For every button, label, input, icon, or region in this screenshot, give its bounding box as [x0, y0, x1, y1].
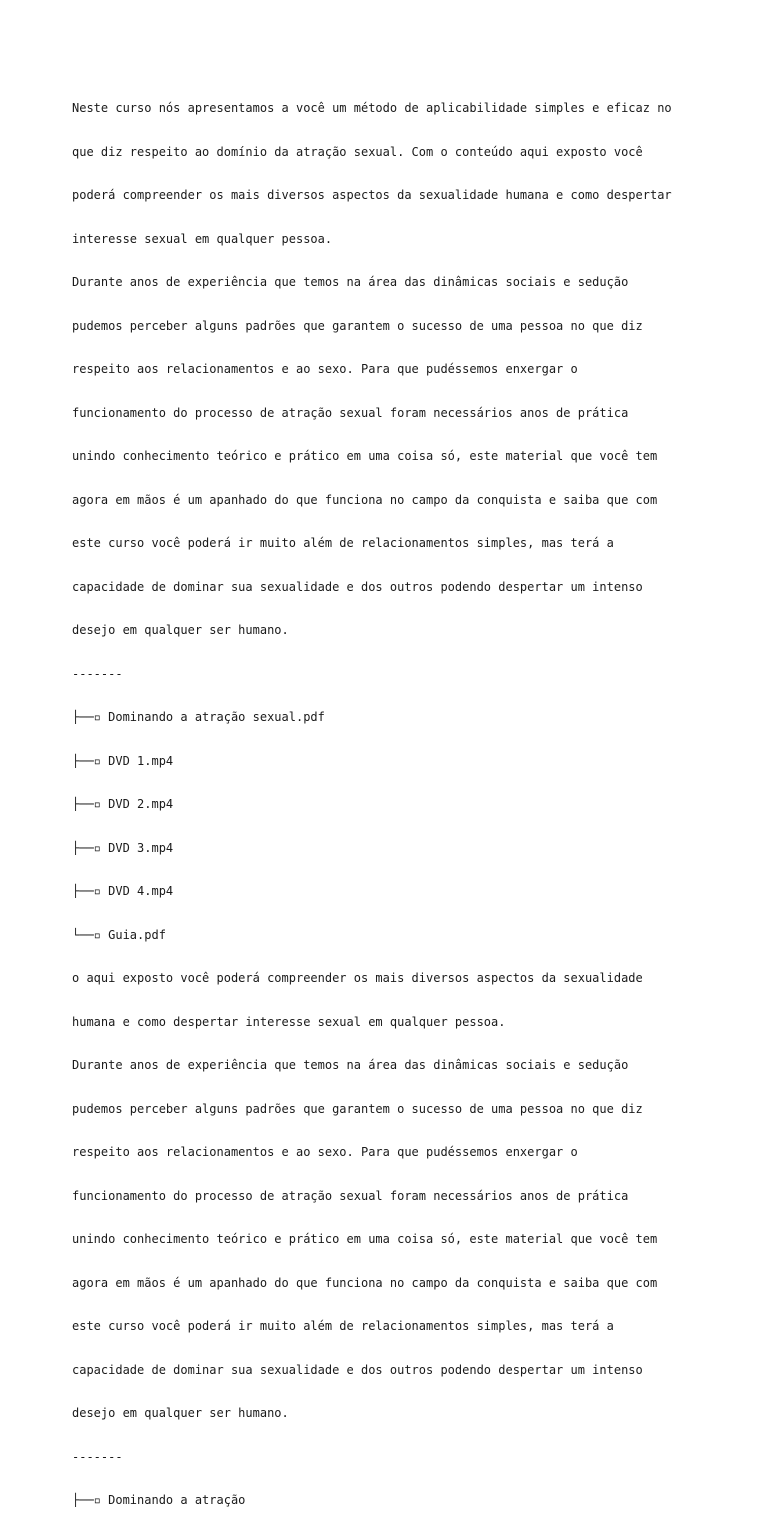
text-line: Neste curso nós apresentamos a você um método de aplicabilidade simples e eficaz no: [72, 101, 672, 115]
text-line: capacidade de dominar sua sexualidade e dos outros podendo despertar um intenso: [72, 1362, 643, 1377]
file-tree-item: ├──▫ Dominando a atração: [72, 1493, 246, 1507]
text-line: capacidade de dominar sua sexualidade e dos outros podendo despertar um intenso: [72, 579, 643, 594]
text-line: pudemos perceber alguns padrões que garantem o sucesso de uma pessoa no que diz: [72, 1101, 643, 1116]
text-line: que diz respeito ao domínio da atração sexual. Com o conteúdo aqui exposto você: [72, 144, 643, 159]
file-tree-item: ├──▫ DVD 1.mp4: [72, 753, 174, 768]
separator-line: -------: [72, 1449, 123, 1464]
text-line: agora em mãos é um apanhado do que funciona no campo da conquista e saiba que com: [72, 1275, 658, 1290]
text-line: respeito aos relacionamentos e ao sexo. Para que pudéssemos enxergar o: [72, 362, 578, 376]
text-line: o aqui exposto você poderá compreender os mais diversos aspectos da sexualidade: [72, 971, 643, 985]
text-line: interesse sexual em qualquer pessoa.: [72, 231, 333, 246]
text-line: agora em mãos é um apanhado do que funciona no campo da conquista e saiba que com: [72, 492, 658, 507]
separator-line: -------: [72, 666, 123, 681]
text-line: respeito aos relacionamentos e ao sexo. Para que pudéssemos enxergar o: [72, 1145, 578, 1159]
text-line: unindo conhecimento teórico e prático em uma coisa só, este material que você tem: [72, 449, 658, 463]
text-line: poderá compreender os mais diversos aspectos da sexualidade humana e como despertar: [72, 188, 672, 202]
text-line: unindo conhecimento teórico e prático em uma coisa só, este material que você tem: [72, 1232, 658, 1246]
text-line: humana e como despertar interesse sexual em qualquer pessoa.: [72, 1014, 506, 1029]
text-line: este curso você poderá ir muito além de relacionamentos simples, mas terá a: [72, 536, 614, 550]
text-line: desejo em qualquer ser humano.: [72, 623, 289, 637]
file-tree-item: └──▫ Guia.pdf: [72, 927, 166, 942]
text-line: Durante anos de experiência que temos na área das dinâmicas sociais e sedução: [72, 275, 629, 289]
text-line: funcionamento do processo de atração sexual foram necessários anos de prática: [72, 1188, 629, 1203]
text-line: pudemos perceber alguns padrões que garantem o sucesso de uma pessoa no que diz: [72, 318, 643, 333]
text-line: Durante anos de experiência que temos na área das dinâmicas sociais e sedução: [72, 1058, 629, 1072]
file-tree-item: ├──▫ Dominando a atração sexual.pdf: [72, 710, 325, 724]
document-text: [72, 72, 768, 1537]
text-line: funcionamento do processo de atração sexual foram necessários anos de prática: [72, 405, 629, 420]
text-line: desejo em qualquer ser humano.: [72, 1406, 289, 1420]
file-tree-item: ├──▫ DVD 4.mp4: [72, 884, 174, 898]
text-line: este curso você poderá ir muito além de relacionamentos simples, mas terá a: [72, 1319, 614, 1333]
file-tree-item: ├──▫ DVD 3.mp4: [72, 840, 174, 855]
file-tree-item: ├──▫ DVD 2.mp4: [72, 797, 174, 811]
